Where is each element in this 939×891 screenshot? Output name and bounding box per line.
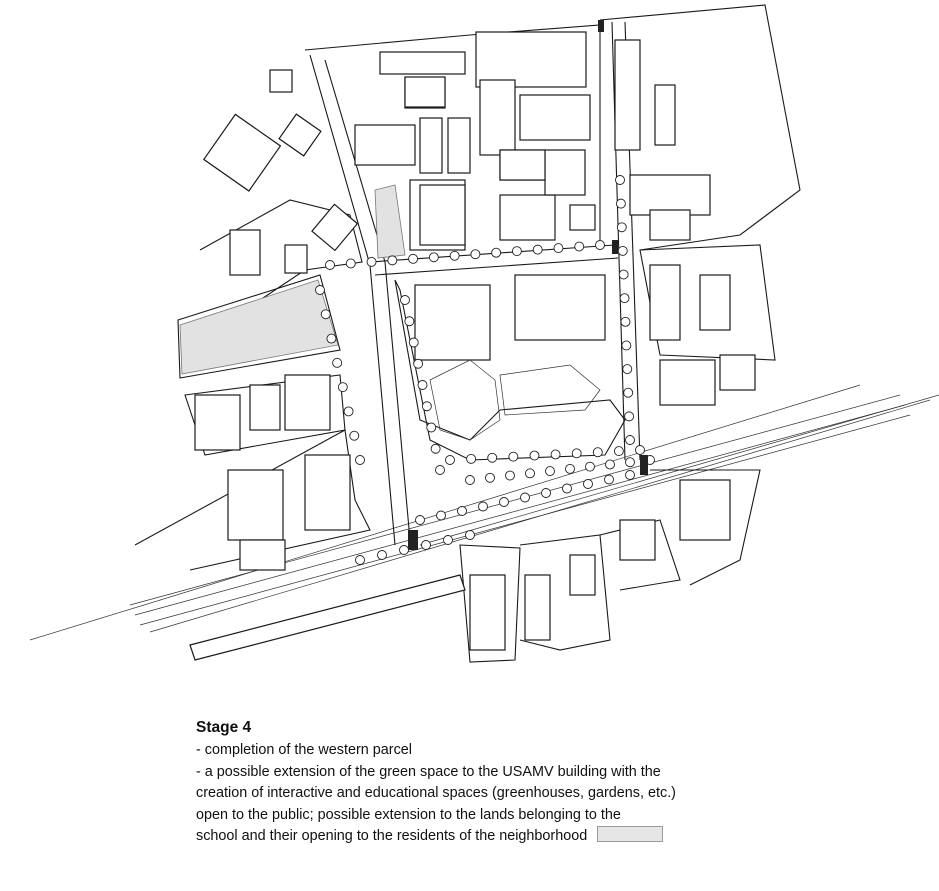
caption-line: - a possible extension of the green space to the USAMV building with the [196,763,661,780]
tree [572,449,581,458]
tree [409,338,418,347]
tree [626,436,635,445]
tree [444,536,453,545]
tree [346,259,355,268]
caption-line: school and their opening to the residents of the neighborhood [196,828,588,844]
tree [429,253,438,262]
tree [620,294,629,303]
tree [326,261,335,270]
caption-line: open to the public; possible extension to the lands belonging to the [196,806,621,823]
tree [500,498,509,507]
caption-line: creation of interactive and educational spaces (greenhouses, gardens, etc.) [196,785,676,801]
tree [512,247,521,256]
tree [486,473,495,482]
tree [521,493,530,502]
tree [344,407,353,416]
tree [575,242,584,251]
caption-line-with-legend [196,826,796,848]
tree [623,365,632,374]
tree [622,341,631,350]
tree [584,480,593,489]
tree [533,245,542,254]
tree [437,511,446,520]
tree [321,310,330,319]
tree [405,317,414,326]
trees [316,176,655,565]
tree [605,475,614,484]
tree [471,250,480,259]
tree [418,381,427,390]
tree [593,448,602,457]
tree [350,431,359,440]
tree [427,423,436,432]
tree [626,471,635,480]
tree [586,462,595,471]
tree [450,251,459,260]
tree [546,467,555,476]
tree [446,456,455,465]
tree [606,460,615,469]
tree [333,358,342,367]
tree [616,176,625,185]
tree [338,383,347,392]
tree [542,489,551,498]
tree [530,451,539,460]
tree [636,446,645,455]
tree [566,464,575,473]
tree [327,334,336,343]
tree [367,257,376,266]
tree [416,516,425,525]
tree [596,241,605,250]
tree [466,476,475,485]
tree [422,402,431,411]
tree [356,456,365,465]
tree [431,444,440,453]
tree [422,541,431,550]
tree [624,388,633,397]
tree [356,556,365,565]
tree [492,248,501,257]
tree [466,531,475,540]
tree [614,447,623,456]
tree [378,551,387,560]
tree [401,296,410,305]
legend-swatch [597,826,663,842]
tree [563,484,572,493]
tree [388,256,397,265]
tree [617,223,626,232]
tree [551,450,560,459]
tree [526,469,535,478]
tree [316,286,325,295]
tree [409,254,418,263]
tree [616,199,625,208]
caption-line: - completion of the western parcel [196,742,412,758]
tree [506,471,515,480]
tree [488,453,497,462]
tree [621,317,630,326]
tree [414,359,423,368]
tree [400,546,409,555]
tree [436,466,445,475]
tree [479,502,488,511]
tree [509,452,518,461]
tree [458,507,467,516]
tree [625,412,634,421]
tree [467,454,476,463]
tree [618,246,627,255]
stage-title: Stage 4 [196,719,252,736]
tree [619,270,628,279]
tree [626,458,635,467]
tree [554,244,563,253]
caption-block [196,719,796,848]
